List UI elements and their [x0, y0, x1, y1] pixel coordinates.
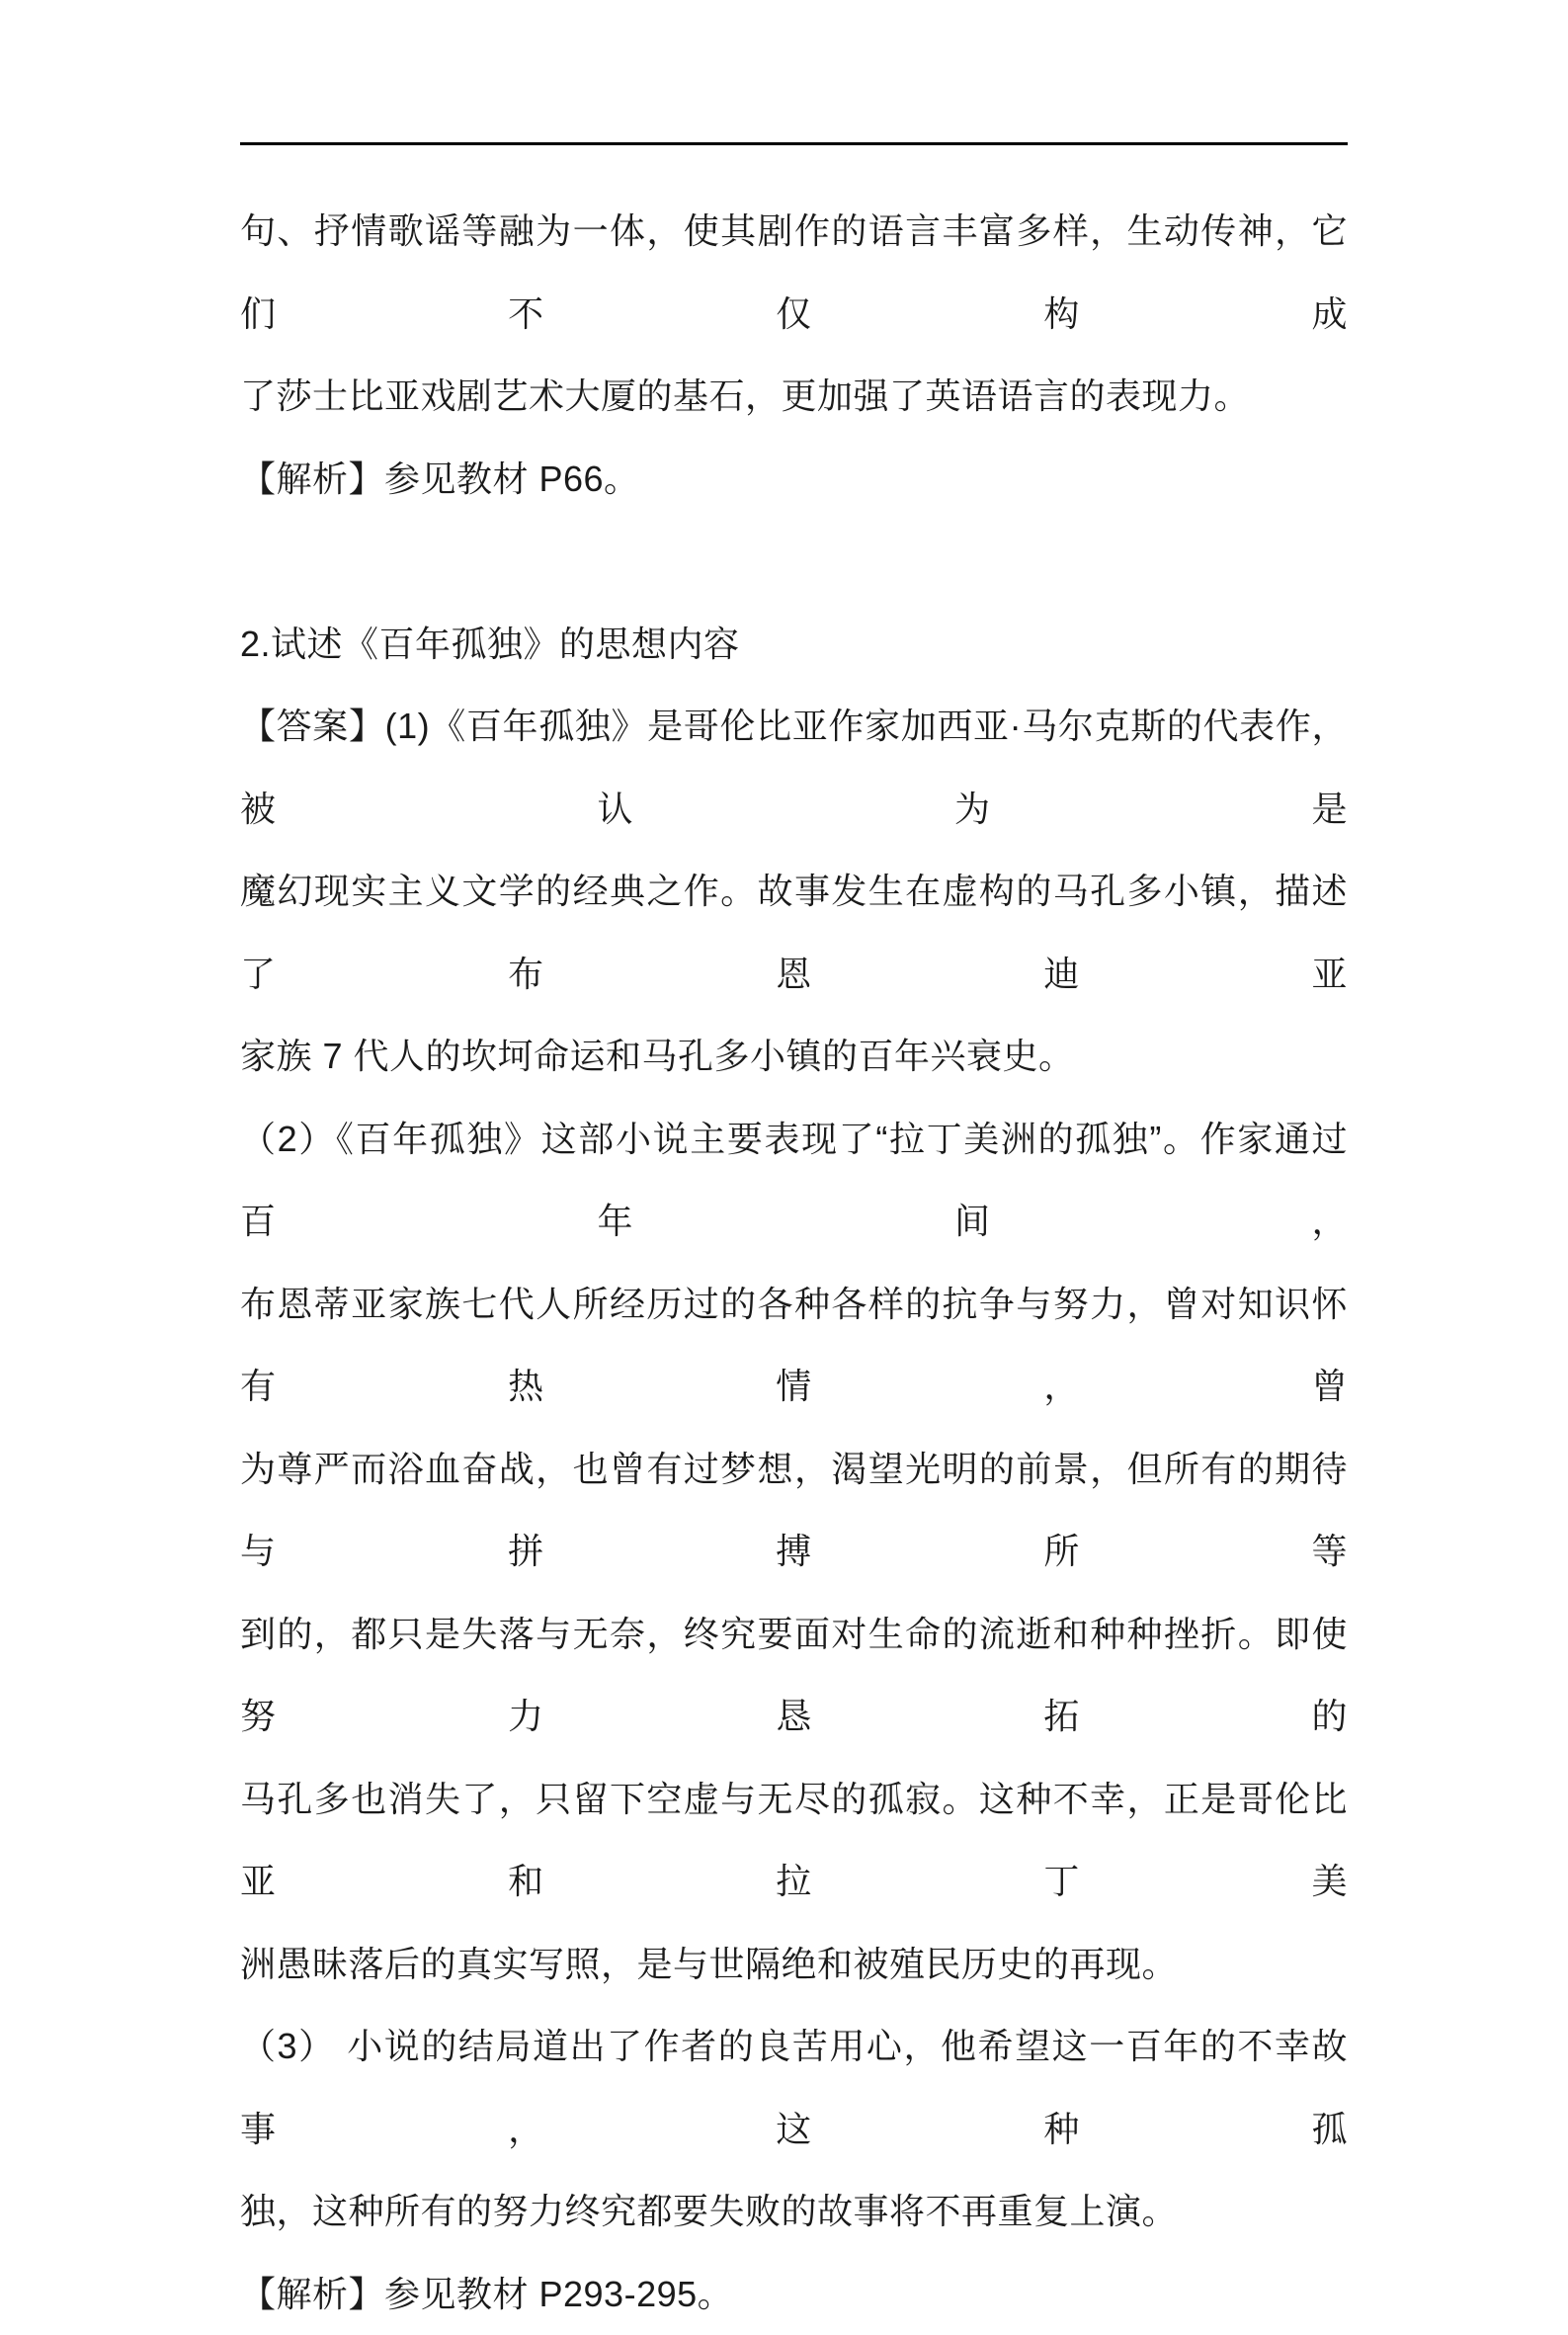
document-body: [240, 190, 1348, 2335]
text-line: 【解析】参见教材 P66。: [240, 438, 1348, 521]
analysis-question-1: [240, 438, 1348, 521]
blank-line: [240, 520, 1348, 603]
question-2-heading: [240, 603, 1348, 686]
text-line: 到的，都只是失落与无奈，终究要面对生命的流逝和种种挫折。即使努力恳拓的: [240, 1593, 1348, 1758]
text-line: （3） 小说的结局道出了作者的良苦用心，他希望这一百年的不幸故事，这种孤: [240, 2005, 1348, 2170]
text-line: 了莎士比亚戏剧艺术大厦的基石，更加强了英语语言的表现力。: [240, 355, 1348, 438]
text-line: （2）《百年孤独》这部小说主要表现了“拉丁美洲的孤独”。作家通过百年间，: [240, 1098, 1348, 1263]
text-line: 魔幻现实主义文学的经典之作。故事发生在虚构的马孔多小镇，描述了布恩迪亚: [240, 850, 1348, 1015]
text-line: 马孔多也消失了，只留下空虚与无尽的孤寂。这种不幸，正是哥伦比亚和拉丁美: [240, 1758, 1348, 1923]
text-line: 布恩蒂亚家族七代人所经历过的各种各样的抗争与努力，曾对知识怀有热情，曾: [240, 1263, 1348, 1428]
text-line: 洲愚昧落后的真实写照，是与世隔绝和被殖民历史的再现。: [240, 1923, 1348, 2006]
answer-2-part-3: [240, 2005, 1348, 2253]
text-line: [240, 520, 1348, 603]
analysis-question-2: [240, 2253, 1348, 2335]
text-line: 句、抒情歌谣等融为一体，使其剧作的语言丰富多样，生动传神，它们不仅构成: [240, 190, 1348, 355]
text-line: 【解析】参见教材 P293-295。: [240, 2253, 1348, 2335]
answer-2-part-2: [240, 1098, 1348, 2006]
text-line: 2.试述《百年孤独》的思想内容: [240, 603, 1348, 686]
text-line: 【答案】(1)《百年孤独》是哥伦比亚作家加西亚·马尔克斯的代表作，被认为是: [240, 685, 1348, 850]
answer-2-part-1: [240, 685, 1348, 1098]
text-line: 家族 7 代人的坎坷命运和马孔多小镇的百年兴衰史。: [240, 1015, 1348, 1098]
text-line: 为尊严而浴血奋战，也曾有过梦想，渴望光明的前景，但所有的期待与拼搏所等: [240, 1428, 1348, 1593]
text-line: 独，这种所有的努力终究都要失败的故事将不再重复上演。: [240, 2170, 1348, 2253]
header-rule: [240, 142, 1348, 145]
paragraph-shakespeare-answer-tail: [240, 190, 1348, 438]
